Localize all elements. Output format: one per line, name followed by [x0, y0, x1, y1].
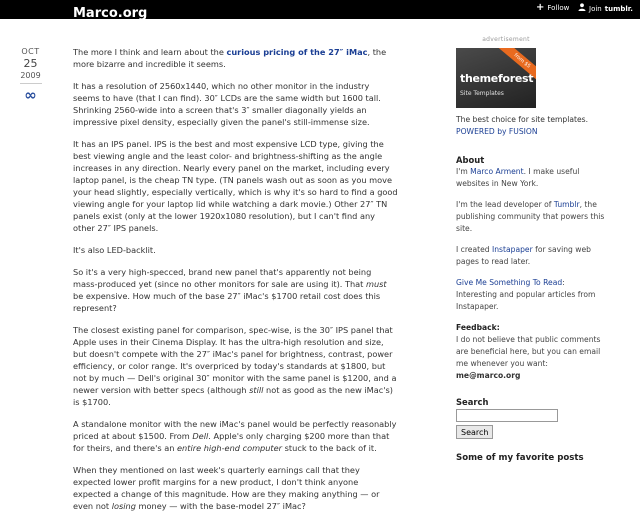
- text: So it's a very high-specced, brand new panel that's apparently not being mass-produced yet (since no other monitors for sale are using it). That: [73, 267, 372, 289]
- post-body: [73, 46, 398, 522]
- text: The closest existing panel for comparison, spec-wise, is the 30″ IPS panel that Apple uses in their Cinema Display. It has the ultra-high resolution and size, but doesn't compete with the 27″ iMac's panel for brightness, contrast, power efficiency, or color range. It's overpriced by today's standards at $1800, but not by much — Dell's original 30″ monitor with the same panel is $1200, and a newer version with better specs (although: [73, 325, 397, 395]
- advertisement-label: advertisement: [482, 36, 530, 43]
- date-day: 25: [23, 57, 38, 70]
- search-button[interactable]: Search: [456, 425, 493, 439]
- post-paragraph: [73, 46, 398, 70]
- site-title-link[interactable]: Marco.org: [73, 6, 148, 21]
- text: , the publishing community that powers this site.: [456, 200, 605, 233]
- date-year: 2009: [20, 71, 41, 80]
- text: stuck to the back of it.: [282, 443, 377, 453]
- sidebar: [456, 34, 606, 464]
- text: . I make useful websites in New York.: [456, 167, 580, 188]
- about-paragraph: [456, 199, 606, 235]
- ad-powered-by-link[interactable]: POWERED by FUSION: [456, 127, 538, 136]
- text: for saving web pages to read later.: [456, 245, 591, 266]
- text: , the more bizarre and incredible it seems.: [73, 47, 387, 69]
- about-paragraph: [456, 244, 606, 268]
- text: : Interesting and popular articles from Instapaper.: [456, 278, 596, 311]
- about-heading: About: [456, 155, 485, 165]
- about-paragraph: [456, 277, 606, 313]
- feedback-email[interactable]: me@marco.org: [456, 371, 521, 380]
- search-heading: Search: [456, 397, 489, 407]
- text: be expensive. How much of the base 27″ iMac's $1700 retail cost does this represent?: [73, 291, 381, 313]
- text: I created: [456, 245, 492, 254]
- ad-brand: themeforest: [460, 72, 534, 85]
- ad-ribbon: from $5: [497, 48, 536, 83]
- text: money — with the base-model 27″ iMac?: [135, 501, 306, 511]
- text: not as good as the new iMac's) is $1700.: [73, 385, 393, 407]
- text: . Apple's only charging $200 more than that for theirs, and there's an: [73, 431, 390, 453]
- emphasis: entire high-end computer: [177, 443, 283, 453]
- imac-pricing-link[interactable]: curious pricing of the 27″ iMac: [226, 47, 368, 57]
- follow-button[interactable]: [536, 3, 569, 13]
- plus-icon: +: [536, 2, 545, 13]
- text: I do not believe that public comments are beneficial here, but you can email me whenever you want:: [456, 335, 601, 368]
- give-me-something-to-read-link[interactable]: Give Me Something To Read: [456, 278, 563, 287]
- post-paragraph: It's also LED-backlit.: [73, 245, 156, 255]
- follow-label: Follow: [547, 4, 570, 12]
- post-paragraph: [73, 324, 398, 408]
- instapaper-link[interactable]: Instapaper: [492, 245, 533, 254]
- feedback-label: Feedback:: [456, 323, 500, 332]
- person-icon: [578, 3, 586, 14]
- date-divider: [20, 83, 42, 84]
- join-tumblr-button[interactable]: [578, 3, 633, 14]
- text: When they mentioned on last week's quarterly earnings call that they expected lower profit margins for a new product, I don't think anyone expected a change of this magnitude. How are they making anything — or even not: [73, 465, 380, 511]
- themeforest-ad-banner[interactable]: [456, 48, 536, 108]
- text: A standalone monitor with the new iMac's panel would be perfectly reasonably priced at about $1500. From: [73, 419, 397, 441]
- post-date: [18, 47, 43, 104]
- text: The more I think and learn about the: [73, 47, 227, 57]
- tumblr-brand: tumblr.: [604, 4, 633, 13]
- search-input[interactable]: [456, 409, 558, 422]
- about-paragraph: [456, 166, 606, 190]
- ad-text: The best choice for site templates.: [456, 115, 589, 124]
- post-paragraph: [73, 266, 398, 314]
- permalink-icon[interactable]: ∞: [24, 86, 37, 104]
- marco-arment-link[interactable]: Marco Arment: [470, 167, 524, 176]
- join-label: Join: [589, 4, 602, 13]
- tumblr-top-bar: [0, 0, 640, 19]
- favorite-posts-heading: Some of my favorite posts: [456, 453, 584, 463]
- text: I'm: [456, 167, 471, 176]
- post-paragraph: [73, 464, 398, 512]
- emphasis: losing: [111, 501, 136, 511]
- emphasis: must: [366, 279, 387, 289]
- tumblr-link[interactable]: Tumblr: [553, 200, 580, 209]
- post-paragraph: [73, 418, 398, 454]
- feedback-paragraph: [456, 322, 606, 382]
- emphasis: Dell: [192, 431, 209, 441]
- ad-subtitle: Site Templates: [460, 90, 504, 97]
- text: I'm the lead developer of: [456, 200, 554, 209]
- emphasis: still: [249, 385, 264, 395]
- post-paragraph: It has an IPS panel. IPS is the best and most expensive LCD type, giving the best viewing angle and the least color- and brightness-shifting as the angle increases in any direction. Nearly every panel on the market, including every laptop panel, is the cheap TN type. (TN panels wash out as soon as you move your head slightly, especially vertically, which is why it's so hard to find a good viewing angle for your laptop lid while watching a dark movie.) Other 27″ TN panels exist (only at the lower 1920x1080 resolution), but I can't find any other 27″ IPS panels.: [73, 139, 398, 233]
- date-month: OCT: [21, 47, 40, 56]
- post-paragraph: It has a resolution of 2560x1440, which no other monitor in the industry seems to have (that I can find). 30″ LCDs are the same width but 1600 tall. Shrinking 2560-wide into a screen that's 3″ smaller diagonally yields an impressive pixel density, especially given the panel's still-immense size.: [73, 81, 381, 127]
